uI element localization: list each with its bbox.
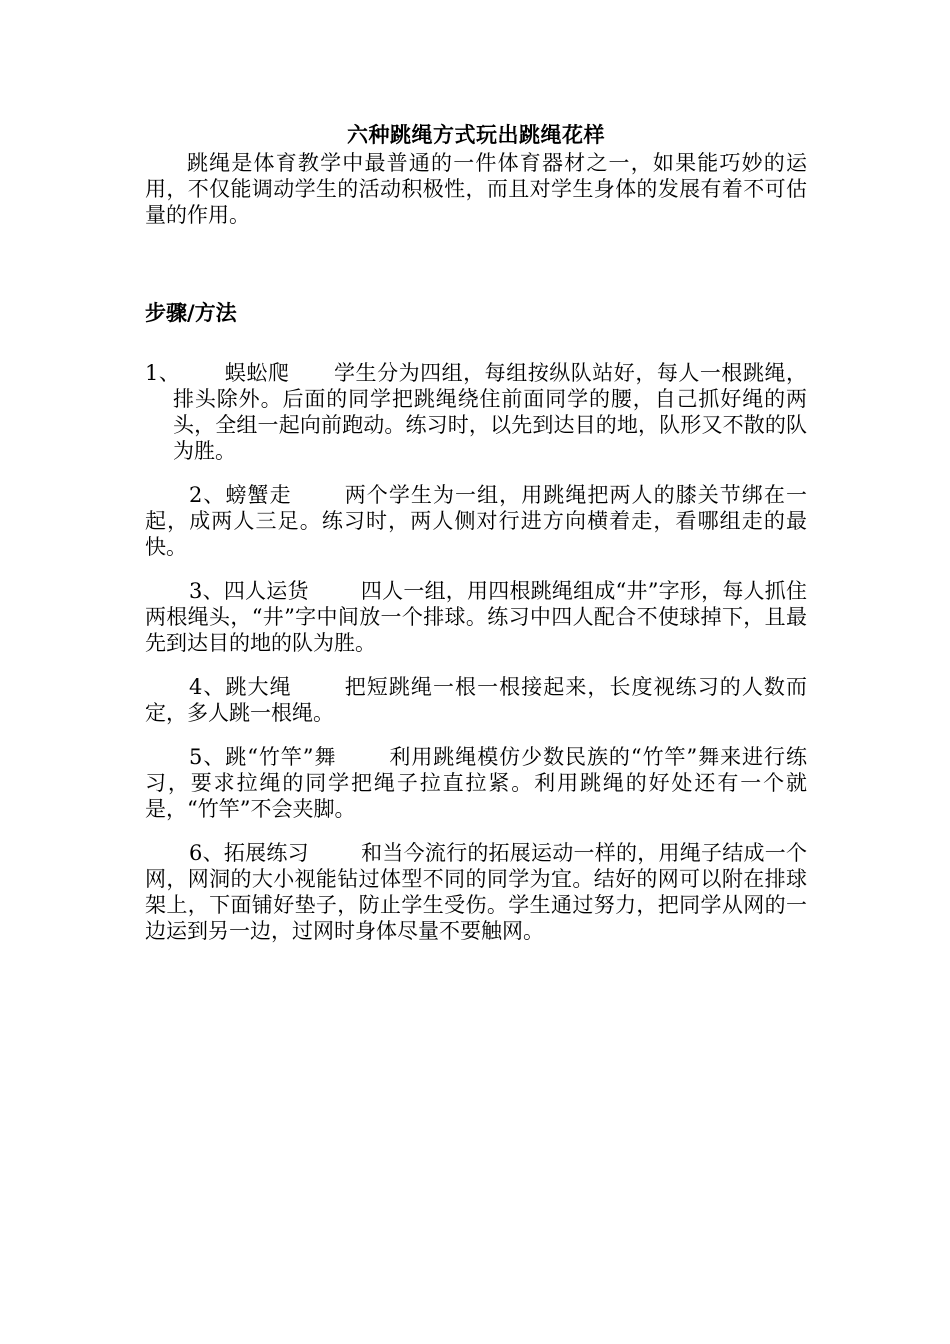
section-heading: 步骤/方法 [145, 301, 237, 325]
list-item [145, 674, 807, 726]
item-text: 和当今流行的拓展运动一样的，用绳子结成一个网，网洞的大小视能钻过体型不同的同学为宜。结好的网可以附在排球架上，下面铺好垫子，防止学生受伤。学生通过努力，把同学从网的一边运到另一边，过网时身体尽量不要触网。 [145, 841, 807, 943]
list-item [145, 840, 807, 944]
item-label: 4、 [189, 675, 226, 699]
item-text: 四人一组，用四根跳绳组成“井”字形，每人抓住两根绳头，“井”字中间放一个排球。练习中四人配合不使球掉下，且最先到达目的地的队为胜。 [145, 579, 807, 655]
document-page [145, 120, 807, 944]
item-label: 5、 [189, 745, 226, 769]
item-text: 利用跳绳模仿少数民族的“竹竿”舞来进行练习，要求拉绳的同学把绳子拉直拉紧。利用跳绳的好处还有一个就是，“竹竿”不会夹脚。 [145, 745, 807, 821]
list-item [145, 482, 807, 560]
document-title: 六种跳绳方式玩出跳绳花样 [347, 123, 605, 147]
item-label: 2、 [189, 483, 226, 507]
item-text: 两个学生为一组，用跳绳把两人的膝关节绑在一起，成两人三足。练习时，两人侧对行进方向横着走，看哪组走的最快。 [145, 483, 807, 559]
item-name: 跳大绳 [225, 675, 292, 699]
item-label: 1、 [145, 361, 181, 385]
item-text: 学生分为四组，每组按纵队站好，每人一根跳绳，排头除外。后面的同学把跳绳绕住前面同学的腰，自己抓好绳的两头，全组一起向前跑动。练习时，以先到达目的地，队形又不散的队为胜。 [173, 361, 807, 463]
intro-paragraph: 跳绳是体育教学中最普通的一件体育器材之一，如果能巧妙的运用，不仅能调动学生的活动积极性，而且对学生身体的发展有着不可估量的作用。 [145, 151, 807, 227]
item-label: 6、 [189, 841, 224, 865]
item-name: 螃蟹走 [225, 483, 292, 507]
item-name: 拓展练习 [223, 841, 309, 865]
item-name: 四人运货 [223, 579, 309, 603]
item-name: 蜈蚣爬 [224, 361, 290, 385]
item-name: 跳“竹竿”舞 [225, 745, 337, 769]
item-text: 把短跳绳一根一根接起来，长度视练习的人数而定，多人跳一根绳。 [145, 675, 807, 725]
item-label: 3、 [189, 579, 224, 603]
list-item [145, 578, 807, 656]
list-item [145, 360, 807, 464]
list-item [145, 744, 807, 822]
